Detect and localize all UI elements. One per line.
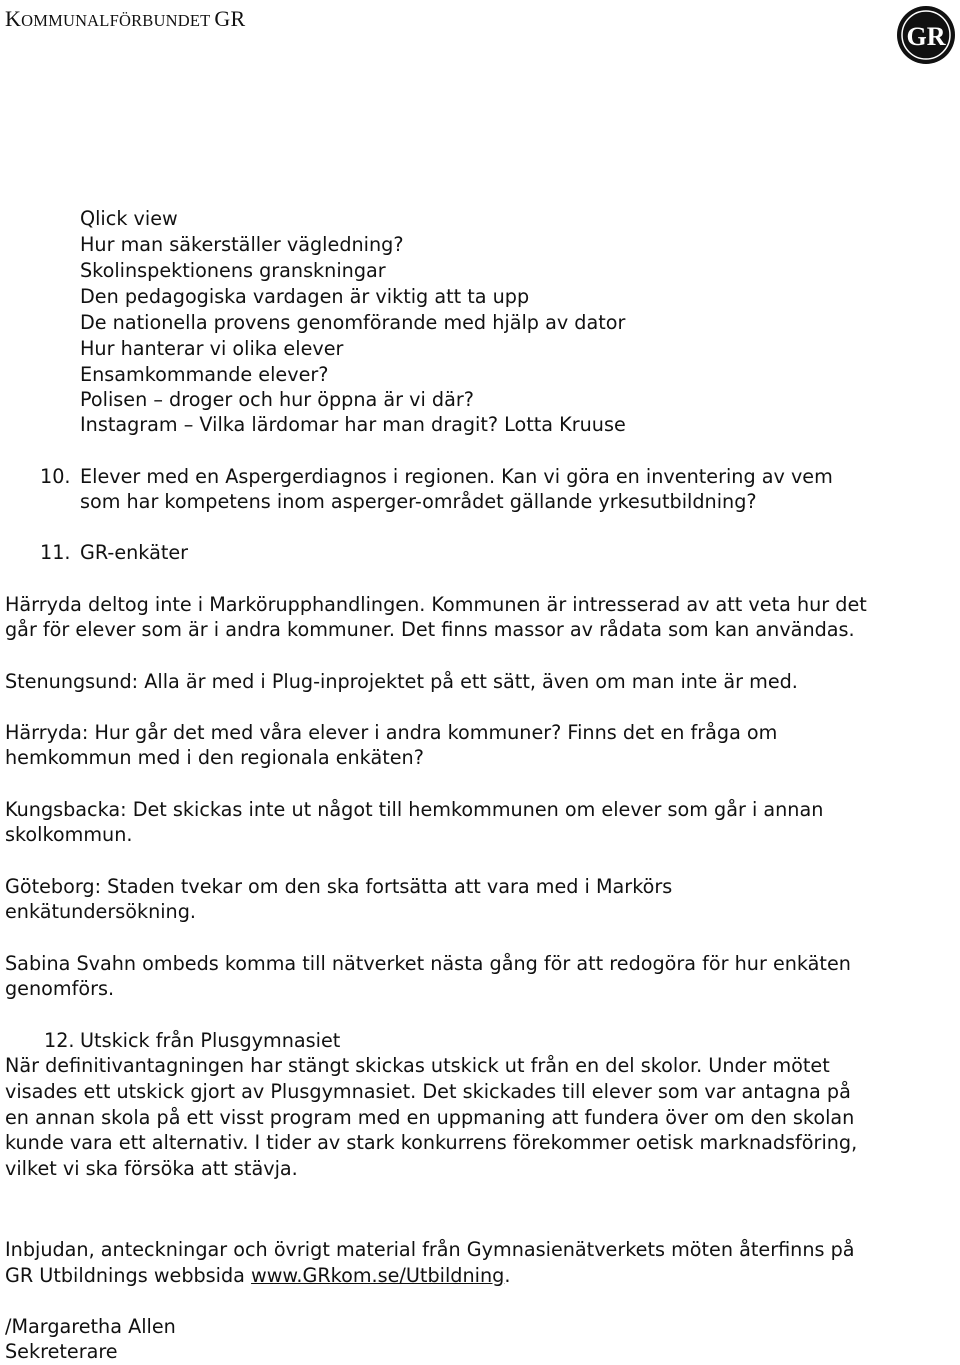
title-initial: K: [5, 6, 22, 31]
paragraph-line: visades ett utskick gjort av Plusgymnasiet. Det skickades till elever som var antagna på: [5, 1080, 851, 1103]
logo-text: GR: [906, 22, 946, 51]
footer-suffix: .: [504, 1264, 511, 1287]
paragraph-line: hemkommun med i den regionala enkäten?: [5, 746, 424, 769]
bullet-line: Ensamkommande elever?: [80, 363, 329, 386]
paragraph-line: Göteborg: Staden tvekar om den ska fortsätta att vara med i Markörs: [5, 875, 673, 898]
item-number: 10.: [40, 465, 71, 488]
paragraph-line: Härryda deltog inte i Markörupphandlingen. Kommunen är intresserad av att veta hur det: [5, 593, 867, 616]
footer-line: [5, 1263, 510, 1289]
paragraph-line: När definitivantagningen har stängt skickas utskick ut från en del skolor. Under mötet: [5, 1054, 830, 1077]
paragraph-line: Kungsbacka: Det skickas inte ut något till hemkommunen om elever som går i annan: [5, 798, 824, 821]
paragraph-line: vilket vi ska försöka att stävja.: [5, 1157, 298, 1180]
footer-prefix: GR Utbildnings webbsida: [5, 1264, 252, 1287]
gr-logo: [896, 5, 956, 65]
item-text: Elever med en Aspergerdiagnos i regionen. Kan vi göra en inventering av vem: [80, 465, 833, 488]
bullet-line: Qlick view: [80, 207, 178, 230]
bullet-line: Den pedagogiska vardagen är viktig att ta upp: [80, 285, 530, 308]
utbildning-link[interactable]: www.GRkom.se/Utbildning: [251, 1264, 505, 1287]
signature-name: /Margaretha Allen: [5, 1315, 176, 1338]
paragraph-line: genomförs.: [5, 977, 115, 1000]
footer-line: Inbjudan, anteckningar och övrigt material från Gymnasienätverkets möten återfinns på: [5, 1238, 855, 1261]
item-heading: Utskick från Plusgymnasiet: [80, 1029, 341, 1052]
bullet-line: Polisen – droger och hur öppna är vi där?: [80, 388, 474, 411]
title-gr: GR: [214, 6, 246, 31]
paragraph-line: Härryda: Hur går det med våra elever i andra kommuner? Finns det en fråga om: [5, 721, 778, 744]
bullet-line: Skolinspektionens granskningar: [80, 259, 386, 282]
paragraph-line: enkätundersökning.: [5, 900, 196, 923]
bullet-line: Instagram – Vilka lärdomar har man dragit? Lotta Kruuse: [80, 413, 626, 436]
paragraph-line: en annan skola på ett visst program med en uppmaning att fundera över om den skolan: [5, 1106, 855, 1129]
item-text: som har kompetens inom asperger-området gällande yrkesutbildning?: [80, 490, 757, 513]
bullet-line: Hur man säkerställer vägledning?: [80, 233, 404, 256]
paragraph-line: skolkommun.: [5, 823, 133, 846]
paragraph-line: Stenungsund: Alla är med i Plug-inprojektet på ett sätt, även om man inte är med.: [5, 670, 798, 693]
paragraph-line: går för elever som är i andra kommuner. Det finns massor av rådata som kan användas.: [5, 618, 855, 641]
item-heading: GR-enkäter: [80, 541, 189, 564]
title-rest: OMMUNALFÖRBUNDET: [21, 11, 215, 30]
organization-title: [5, 6, 245, 32]
bullet-line: De nationella provens genomförande med hjälp av dator: [80, 311, 626, 334]
paragraph-line: kunde vara ett alternativ. I tider av stark konkurrens förekommer oetisk marknadsföring,: [5, 1131, 858, 1154]
item-number: 12.: [44, 1029, 75, 1052]
bullet-line: Hur hanterar vi olika elever: [80, 337, 344, 360]
signature-role: Sekreterare: [5, 1340, 118, 1363]
item-number: 11.: [40, 541, 71, 564]
paragraph-line: Sabina Svahn ombeds komma till nätverket nästa gång för att redogöra för hur enkäten: [5, 952, 851, 975]
